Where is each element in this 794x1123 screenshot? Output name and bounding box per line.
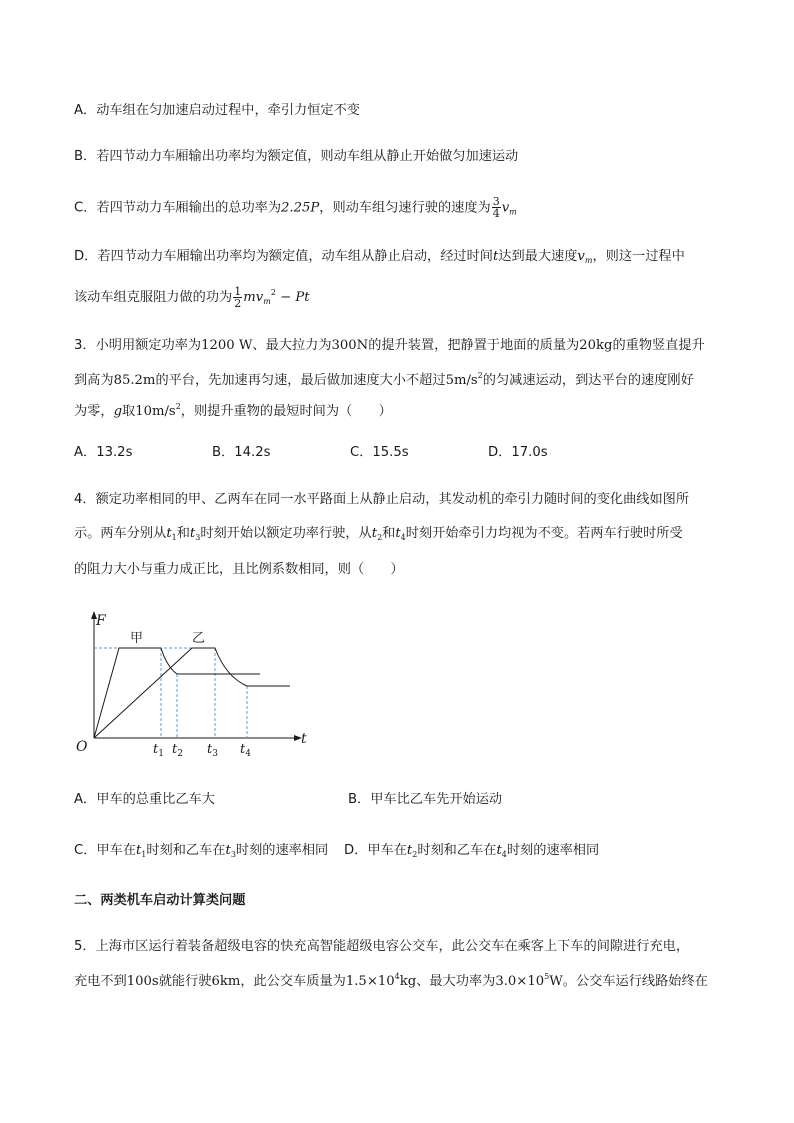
q4-line1: 4．额定功率相同的甲、乙两车在同一水平路面上从静止启动，其发动机的牵引力随时间的变化曲线如图所 bbox=[74, 492, 690, 507]
force-time-graph bbox=[74, 605, 314, 765]
tick-t2: $t_2$ bbox=[172, 742, 183, 759]
q3-option-a: A．13.2s bbox=[74, 445, 133, 460]
q3-option-c: C．15.5s bbox=[350, 445, 409, 460]
q3-option-d: D．17.0s bbox=[488, 445, 548, 460]
tick-t4: $t_4$ bbox=[240, 742, 251, 759]
q2-option-b: B．若四节动力车厢输出功率均为额定值，则动车组从静止开始做匀加速运动 bbox=[74, 149, 519, 164]
q3-option-b: B．14.2s bbox=[212, 445, 271, 460]
q3-line3: 为零，g取$10m/s^2$，则提升重物的最短时间为（ ） bbox=[74, 402, 392, 419]
q5-line2: 充电不到100s就能行驶6km，此公交车质量为$1.5\times 10^4kg$、最大功率为$3.0\times 10^5W$。公交车运行线路始终在 bbox=[74, 972, 708, 989]
q4-option-a: A．甲车的总重比乙车大 bbox=[74, 792, 215, 807]
origin-label: O bbox=[76, 739, 88, 755]
label-jia: 甲 bbox=[130, 631, 144, 646]
q5-line1: 5．上海市区运行着装备超级电容的快充高智能超级电容公交车，此公交车在乘客上下车的间隙进行充电， bbox=[74, 939, 690, 954]
tick-t1: $t_1$ bbox=[153, 742, 164, 759]
q3-line2: 到高为85.2m的平台，先加速再匀速，最后做加速度大小不超过$5m/s^2$的匀减速运动，到达平台的速度刚好 bbox=[74, 371, 694, 388]
q4-line2: 示。两车分别从$t_1$和$t_3$时刻开始以额定功率行驶，从$t_2$和$t_4$时刻开始牵引力均视为不变。若两车行驶时所受 bbox=[74, 526, 683, 542]
q4-option-c: C．甲车在$t_1$时刻和乙车在$t_3$时刻的速率相同 bbox=[74, 843, 329, 859]
q3-line1: 3．小明用额定功率为1200 W、最大拉力为300N的提升装置，把静置于地面的质量为20kg的重物竖直提升 bbox=[74, 338, 705, 353]
q4-option-d: D．甲车在$t_2$时刻和乙车在$t_4$时刻的速率相同 bbox=[344, 843, 600, 859]
axis-label-t: t bbox=[301, 731, 307, 747]
q4-line3: 的阻力大小与重力成正比，且比例系数相同，则（ ） bbox=[74, 562, 404, 577]
q4-option-b: B．甲车比乙车先开始运动 bbox=[348, 792, 503, 807]
q2-option-d-line2: 该动车组克服阻力做的功为 $\frac{1}{2}$ $mv_m^2 - Pt$ bbox=[74, 284, 310, 310]
axis-label-f: F bbox=[96, 613, 106, 629]
q2-option-a: A．动车组在匀加速启动过程中，牵引力恒定不变 bbox=[74, 103, 360, 118]
label-yi: 乙 bbox=[192, 631, 206, 646]
section-title: 二、两类机车启动计算类问题 bbox=[74, 893, 246, 908]
curve-yi bbox=[94, 648, 290, 738]
q2-option-d-line1: D．若四节动力车厢输出功率均为额定值，动车组从静止启动，经过时间t达到最大速度$v_m$，则这一过程中 bbox=[74, 249, 685, 265]
tick-t3: $t_3$ bbox=[207, 742, 218, 759]
q2-option-c: C．若四节动力车厢输出的总功率为2.25P，则动车组匀速行驶的速度为 $\frac{3}{4}$ $v_m$ bbox=[74, 195, 517, 220]
